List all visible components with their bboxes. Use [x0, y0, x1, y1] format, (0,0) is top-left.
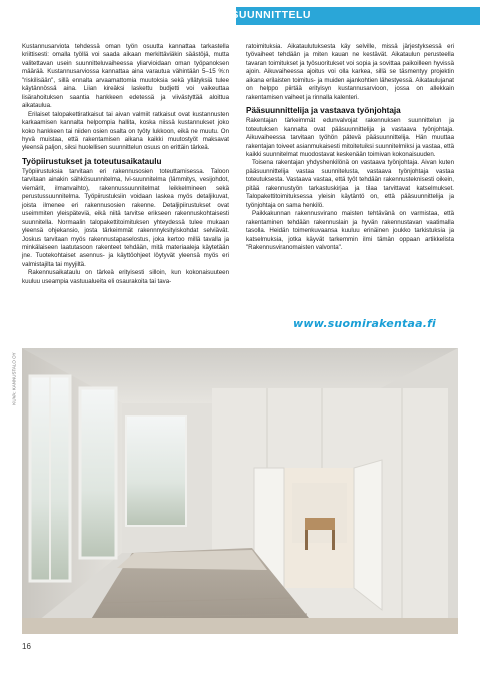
- paragraph: Toisena rakentajan yhdyshenkilönä on vastaava työnjohtaja. Aivan kuten pääsuunnittelija vastaa suunnitelusta, vastaava työnjohtaja vastaa toteutuksesta. Vastaava vastaa, että työt tehdään rakennusteknisesti oikein, pitää rakennustyön tarkastuskirjaa ja tilaa tarvittavat katselmukset. Talopakettitoimituksessa yleisin käytäntö on, että pääsuunnittelija ja työnjohtaja on sama henkilö.: [246, 159, 454, 209]
- right-text-column: [246, 43, 454, 252]
- paragraph: Rakennusaikataulu on tärkeä erityisesti silloin, kun kokonaisuuteen kuuluu useampia vastuualueita eli osaurakoita tai tava-: [22, 269, 229, 285]
- left-text-column: [22, 43, 229, 286]
- subheading: Pääsuunnittelija ja vastaava työnjohtaja: [246, 106, 401, 116]
- paragraph: Kustannusarviota tehdessä oman työn osuutta kannattaa tarkastella kriittisesti: omalla työllä voi saada aikaan merkittäviäkin säästöjä, mutta valitettavan usein suunnitteluvaiheessa yliarvioidaan oman työpanoksen määrää. Kustannusarviossa kannattaa aina varautua vähintään 5–15 %:n "riskilisään", sillä ennalta arvaamattomia muutoksia sekä yllätyksiä tulee käytännössä aina. Liian kireäksi laskettu budjetti voi vaikeuttaa lisärahoituksen saantia hankkeen edetessä ja viivästyttää aloittua aikataulua.: [22, 43, 229, 110]
- paragraph: Paikkakunnan rakennusvirano maisten tehtävänä on varmistaa, että rakentaminen tehdään rakennuslain ja hyvän rakennustavan vaatimalla tasolla. Heidän toimenkuvaansa kuuluu erinäinen joukko tarkistuksia ja katselmuksia, jotka käyvät tarkemmin ilmi tämän oppaan artikkelista "Rakennusviranomaisten valvonta".: [246, 210, 454, 251]
- paragraph: ratoimituksia. Aikataulutuksesta käy selville, missä järjestyksessä eri työvaiheet tehdään ja miten kauan ne kestävät. Aikataulun perusteella tavaran toimitukset ja työsuoritukset voi sopia ja sovittaa paikoilleen hyvissä ajoin. Aikuvaiheessa ajoitus voi olla karkea, sillä se täsmentyy projektin aikana erilaisten toimitus- ja muiden ajankohtien lähestyessä. Aikataulujanat on helppo piirtää erityisyn kustannusarvioon, jossa on allekkain rakentamisen vaiheet ja rinnalla kalenteri.: [246, 43, 454, 101]
- page-number: 16: [22, 642, 31, 651]
- section-title: SUUNNITTELU: [231, 9, 311, 21]
- paragraph: Erilaiset talopakettiratkaisut tai aivan valmiit ratkaisut ovat kustannusten karkaamisen kannalta helpompia hallita, koska niissä kustannukset joko koko hankkeen tai niiden osien osalta on työty lukkoon, eikä ne muutu. On hyvä muistaa, että rakentamisen aikana kaikki muutostyöt maksavat yleensä paljon, siksi huolellisen suunnittelun osuus on erittäin tärkeä.: [22, 110, 229, 152]
- website-link[interactable]: www.suomirakentaa.fi: [293, 317, 437, 330]
- photo-credit-text: KUVA: KANNUSTALO OY: [11, 352, 17, 405]
- interior-photo: [22, 348, 458, 634]
- paragraph: Työpiirustuksia tarvitaan eri rakennusosien toteuttamisessa. Taloon tarvitaan ainakin sähkösuunnitelma, lvi-suunnitelma (lämmitys, vesijohdot, viemärit, ilmanvaihto), rakennussuunnitelmat leikkelmineen sekä perustussuunnitelma. Työpiirustuksiin voidaan laskea myös detaljikuvat, joista ilmenee eri rakennusosien rakenne. Detaljipiirustukset ovat useimmiten yleispäteviä, eikä niitä tarvitse erikseen rakennuskohtaisesti suunnitella. Normaalin talopakettitoimituksen yhteydessä tulee mukaan yleensä ohjekansio, josta tärkeimmät rakennnyksityiskohdat selviävät. Joskus tarvitaan myös rakennustapaselostus, joka kertoo millä tavalla ja minkälaiseen laatutasoon rakenteet tehdään, mitä materiaaleja käytetään jne. Tuotekohtaiset asennus- ja käyttöohjeet löytyvät yleensä myös eri valmistajilta tai myyjiltä.: [22, 167, 229, 268]
- bedroom-photo-illustration: [22, 348, 458, 634]
- section-header: [0, 7, 480, 25]
- photo-credit: [9, 346, 15, 416]
- paragraph: Rakentajan tärkeimmät edunvalvojat rakennuksen suunnittelun ja toteutuksen kannalta ovat pääsuunnittelija ja vastaava työnjohtaja. Aikuvaiheessa tarvitaan työhön pätevä pääsuunnittelija. Hän muuttaa rakentajan toiveet asianmukaisesti mitoitetuiksi suunnitelmiksi ja vastaa, että kaikki suunnitelmat muodostavat keskenään toimivan kokonaisuuden.: [246, 117, 454, 158]
- subheading: Työpiirustukset ja toteutusaikataulu: [22, 156, 162, 166]
